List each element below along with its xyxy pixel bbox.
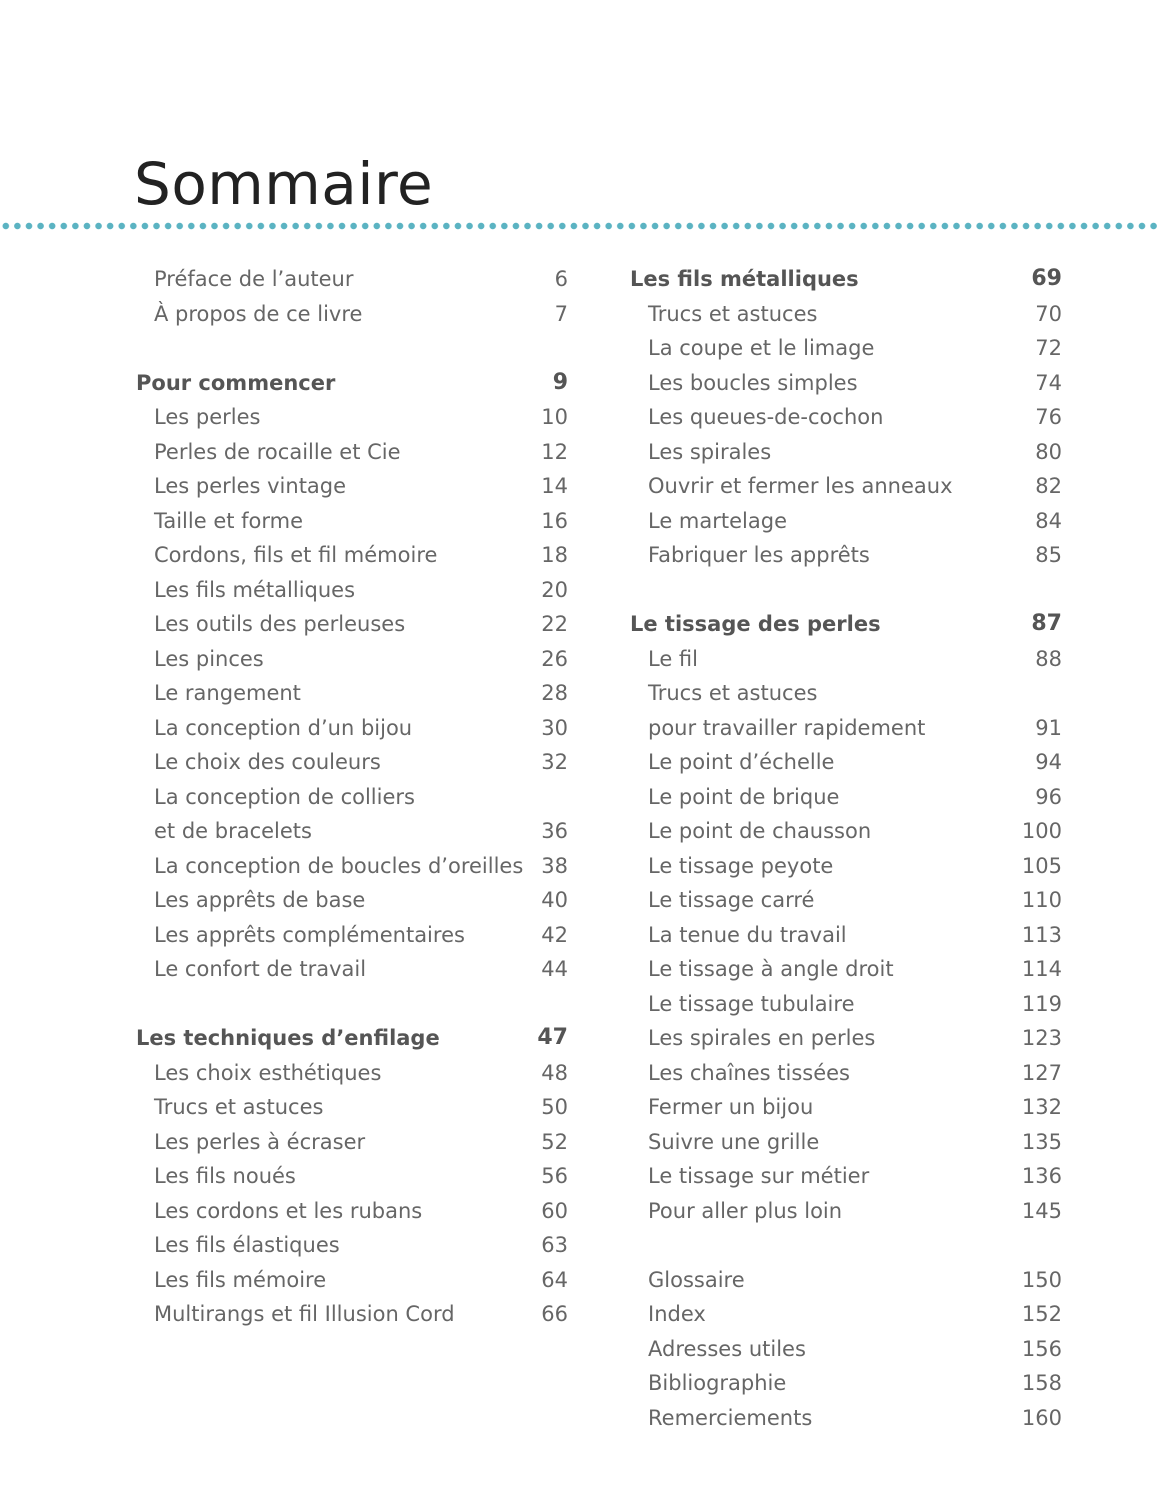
toc-entry[interactable] [136,607,568,642]
toc-entry[interactable] [136,1263,568,1298]
page-number: 14 [541,474,568,498]
toc-entry[interactable] [630,297,1062,332]
page-number: 114 [1021,957,1062,981]
entry-label: Les boucles simples [648,370,858,395]
toc-entry[interactable] [630,538,1062,573]
toc-section-heading[interactable] [136,1021,568,1056]
toc-entry[interactable] [136,711,568,746]
entry-label: À propos de ce livre [154,301,363,326]
page-number: 76 [1035,405,1062,429]
spacer [136,987,568,1022]
page-title: Sommaire [134,150,434,218]
entry-label: Les chaînes tissées [648,1060,851,1085]
entry-label: Les outils des perleuses [154,612,406,636]
page-number: 48 [541,1060,568,1085]
page-number: 110 [1021,888,1062,912]
entry-label: Les perles vintage [154,474,347,498]
page-number: 84 [1035,508,1062,533]
page-number: 100 [1021,819,1062,843]
page-number: 88 [1035,646,1062,671]
page-number: 94 [1035,750,1062,774]
entry-label: Perles de rocaille et Cie [154,439,401,464]
entry-label: La coupe et le limage [648,336,875,360]
entry-label: Les spirales [648,439,772,464]
page-number: 72 [1035,336,1062,360]
toc-entry[interactable] [136,883,568,918]
toc-entry[interactable] [630,1332,1062,1367]
toc-entry[interactable] [136,745,568,780]
entry-label: Le rangement [154,681,301,705]
toc-entry[interactable] [136,814,568,849]
toc-entry[interactable] [630,400,1062,435]
toc-section-heading[interactable] [630,262,1062,297]
toc-entry[interactable] [630,1090,1062,1125]
toc-entry[interactable] [136,297,568,332]
entry-label: Le choix des couleurs [154,750,381,774]
toc-right-column [630,262,1062,1435]
toc-section-heading[interactable] [136,366,568,401]
toc-entry[interactable] [630,1194,1062,1229]
toc-entry[interactable] [630,780,1062,815]
toc-entry[interactable] [136,469,568,504]
page-number: 127 [1021,1060,1062,1085]
page-number: 150 [1021,1267,1062,1292]
toc-entry[interactable] [136,504,568,539]
page-number: 40 [541,888,568,912]
dotted-divider [0,220,1159,232]
toc-left-column [136,262,568,1332]
page-number: 10 [541,405,568,429]
page-number: 132 [1021,1095,1062,1119]
page-number: 26 [541,646,568,671]
section-title: Le tissage des perles [630,612,881,636]
toc-entry[interactable] [136,435,568,470]
toc-entry[interactable] [630,1056,1062,1091]
toc-section-heading[interactable] [630,607,1062,642]
entry-label: Ouvrir et fermer les anneaux [648,474,953,498]
toc-entry[interactable] [136,400,568,435]
entry-label: Le tissage sur métier [648,1164,870,1188]
toc-entry[interactable] [136,1159,568,1194]
toc-entry[interactable] [630,952,1062,987]
toc-entry[interactable] [630,1159,1062,1194]
page-number: 7 [554,301,568,326]
entry-label: Les choix esthétiques [154,1060,382,1085]
page-number: 105 [1021,853,1062,878]
page-number: 6 [554,267,568,291]
toc-entry[interactable] [630,883,1062,918]
entry-label: Les fils élastiques [154,1233,340,1257]
entry-label: Les fils noués [154,1164,296,1188]
section-title: Les techniques d’enfilage [136,1026,440,1050]
entry-label: Les cordons et les rubans [154,1198,423,1223]
page-number: 74 [1035,370,1062,395]
page-number: 96 [1035,784,1062,809]
entry-label: Fabriquer les apprêts [648,543,870,567]
spacer [136,331,568,366]
page-number: 22 [541,612,568,636]
entry-label: Cordons, fils et fil mémoire [154,543,438,567]
page-number: 42 [541,922,568,947]
toc-entry[interactable] [136,849,568,884]
entry-label: Le tissage tubulaire [648,991,855,1016]
entry-label: Le martelage [648,508,787,533]
page-number: 160 [1021,1405,1062,1430]
entry-label: Trucs et astuces [648,681,818,705]
entry-label: La conception de colliers [154,784,415,809]
entry-label: Les queues-de-cochon [648,405,884,429]
toc-entry[interactable] [136,1297,568,1332]
entry-label: pour travailler rapidement [648,715,926,740]
entry-label: Taille et forme [154,508,304,533]
toc-entry[interactable] [136,676,568,711]
toc-entry[interactable] [136,1228,568,1263]
entry-label: La conception de boucles d’oreilles [154,853,524,878]
entry-label: Préface de l’auteur [154,267,354,291]
page-number: 63 [541,1233,568,1257]
entry-label: Remerciements [648,1405,813,1430]
toc-entry[interactable] [136,1125,568,1160]
toc-entry[interactable] [136,573,568,608]
page-number: 135 [1021,1129,1062,1154]
toc-entry[interactable] [630,711,1062,746]
entry-label: Trucs et astuces [154,1095,324,1119]
toc-entry[interactable] [630,1297,1062,1332]
page-number: 69 [1031,266,1062,291]
section-title: Pour commencer [136,370,336,395]
page-number: 32 [541,750,568,774]
toc-entry[interactable] [630,1021,1062,1056]
page-number: 145 [1021,1198,1062,1223]
page-number: 80 [1035,439,1062,464]
page-number: 156 [1021,1336,1062,1361]
page-number: 123 [1021,1026,1062,1050]
toc-entry[interactable] [630,642,1062,677]
toc-entry[interactable] [136,1090,568,1125]
toc-entry[interactable] [630,331,1062,366]
section-title: Les fils métalliques [630,267,859,291]
spacer [630,573,1062,608]
page-number: 52 [541,1129,568,1154]
page-number: 38 [541,853,568,878]
page-number: 85 [1035,543,1062,567]
toc-entry[interactable] [136,1194,568,1229]
entry-label: Bibliographie [648,1371,787,1395]
toc-entry[interactable] [136,780,568,815]
page-number: 87 [1031,611,1062,636]
entry-label: La conception d’un bijou [154,715,413,740]
page-number: 28 [541,681,568,705]
entry-label: Les fils mémoire [154,1267,327,1292]
entry-label: Pour aller plus loin [648,1198,843,1223]
entry-label: Les fils métalliques [154,577,356,602]
toc-entry[interactable] [630,676,1062,711]
toc-entry[interactable] [630,366,1062,401]
entry-label: Le confort de travail [154,957,367,981]
page-number: 9 [552,369,568,395]
toc-entry[interactable] [630,1263,1062,1298]
spacer [630,1228,1062,1263]
toc-entry[interactable] [630,1366,1062,1401]
entry-label: Le point de chausson [648,819,872,843]
entry-label: Le point de brique [648,784,840,809]
page-number: 44 [541,957,568,981]
page-number: 152 [1021,1302,1062,1326]
entry-label: Les pinces [154,646,264,671]
entry-label: Fermer un bijou [648,1095,814,1119]
toc-entry[interactable] [630,435,1062,470]
toc-entry[interactable] [630,849,1062,884]
toc-entry[interactable] [630,504,1062,539]
toc-entry[interactable] [630,1125,1062,1160]
page-number: 82 [1035,474,1062,498]
entry-label: Les perles à écraser [154,1129,366,1154]
entry-label: Les apprêts de base [154,888,366,912]
page-number: 47 [537,1025,568,1050]
page-number: 30 [541,715,568,740]
page-number: 20 [541,577,568,602]
entry-label: Index [648,1302,706,1326]
entry-label: Adresses utiles [648,1336,806,1361]
toc-entry[interactable] [630,814,1062,849]
entry-label: Suivre une grille [648,1129,820,1154]
toc-entry[interactable] [136,262,568,297]
toc-entry[interactable] [630,987,1062,1022]
page-number: 60 [541,1198,568,1223]
entry-label: Le point d’échelle [648,750,835,774]
entry-label: Le tissage carré [648,888,815,912]
entry-label: Multirangs et fil Illusion Cord [154,1302,455,1326]
page-number: 64 [541,1267,568,1292]
entry-label: Le tissage peyote [648,853,834,878]
page-number: 56 [541,1164,568,1188]
page-number: 119 [1021,991,1062,1016]
toc-entry[interactable] [630,745,1062,780]
entry-label: Le tissage à angle droit [648,957,894,981]
toc-entry[interactable] [136,642,568,677]
page-number: 36 [541,819,568,843]
entry-label: La tenue du travail [648,922,847,947]
page-number: 91 [1035,715,1062,740]
page-number: 12 [541,439,568,464]
entry-label: Le fil [648,646,698,671]
entry-label: Les apprêts complémentaires [154,922,465,947]
toc-entry[interactable] [630,1401,1062,1436]
page-number: 136 [1021,1164,1062,1188]
page-number: 18 [541,543,568,567]
page-number: 16 [541,508,568,533]
page-number: 66 [541,1302,568,1326]
entry-label: Les spirales en perles [648,1026,876,1050]
entry-label: Les perles [154,405,261,429]
toc-entry[interactable] [630,469,1062,504]
toc-entry[interactable] [136,1056,568,1091]
page-number: 70 [1035,301,1062,326]
entry-label: Trucs et astuces [648,301,818,326]
toc-entry[interactable] [136,918,568,953]
toc-entry[interactable] [136,538,568,573]
page-number: 158 [1021,1371,1062,1395]
page-number: 113 [1021,922,1062,947]
entry-label: Glossaire [648,1267,745,1292]
page-number: 50 [541,1095,568,1119]
toc-entry[interactable] [136,952,568,987]
entry-label: et de bracelets [154,819,312,843]
toc-entry[interactable] [630,918,1062,953]
